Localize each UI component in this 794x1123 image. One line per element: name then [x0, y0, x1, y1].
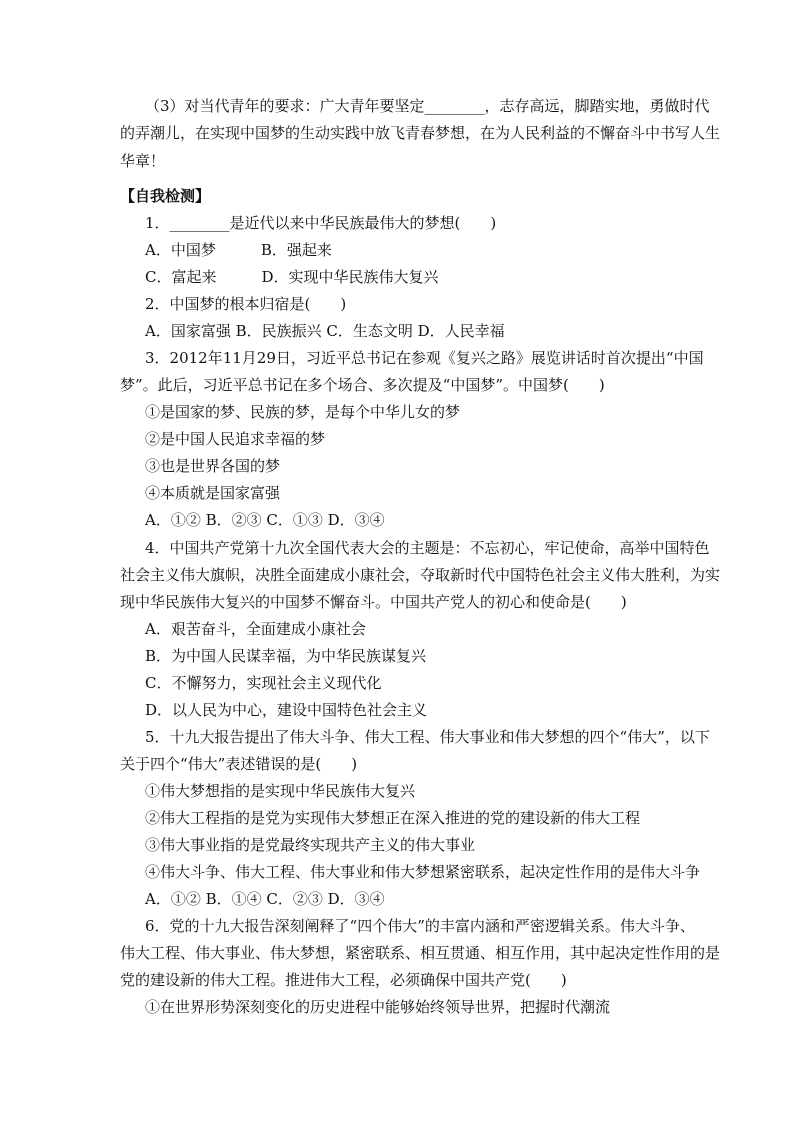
question-5: 5．十九大报告提出了伟大斗争、伟大工程、伟大事业和伟大梦想的四个“伟大”，以下: [145, 728, 710, 746]
question-3: 3．2012年11月29日，习近平总书记在参观《复兴之路》展览讲话时首次提出“中国: [145, 349, 704, 367]
paragraph-line: 的弄潮儿，在实现中国梦的生动实践中放飞青春梦想，在为人民利益的不懈奋斗中书写人生: [120, 124, 721, 142]
question-6-cont: 党的建设新的伟大工程。推进伟大工程，必须确保中国共产党( ): [120, 971, 567, 989]
option-d: D．以人民为中心，建设中国特色社会主义: [145, 701, 428, 719]
statement-item: ④伟大斗争、伟大工程、伟大事业和伟大梦想紧密联系，起决定性作用的是伟大斗争: [145, 863, 701, 881]
option-c: C．不懈努力，实现社会主义现代化: [145, 674, 382, 692]
question-4: 4．中国共产党第十九次全国代表大会的主题是：不忘初心，牢记使命，高举中国特色: [145, 539, 710, 557]
section-heading: 【自我检测】: [120, 187, 211, 205]
question-1-options-cd: C．富起来 D．实现中华民族伟大复兴: [145, 268, 439, 286]
statement-item: ①是国家的梦、民族的梦，是每个中华儿女的梦: [145, 403, 461, 421]
question-6-cont: 伟大工程、伟大事业、伟大梦想，紧密联系、相互贯通、相互作用，其中起决定性作用的是: [120, 944, 721, 962]
question-2: 2．中国梦的根本归宿是( ): [145, 295, 347, 313]
statement-item: ①在世界形势深刻变化的历史进程中能够始终领导世界，把握时代潮流: [145, 998, 611, 1016]
statement-item: ①伟大梦想指的是实现中华民族伟大复兴: [145, 782, 416, 800]
statement-item: ③伟大事业指的是党最终实现共产主义的伟大事业: [145, 836, 476, 854]
paragraph-line: 华章！: [120, 152, 166, 170]
question-6: 6．党的十九大报告深刻阐释了“四个伟大”的丰富内涵和严密逻辑关系。伟大斗争、: [145, 917, 695, 935]
question-1-options-ab: A．中国梦 B．强起来: [145, 241, 332, 259]
statement-item: ③也是世界各国的梦: [145, 457, 281, 475]
statement-item: ②是中国人民追求幸福的梦: [145, 430, 326, 448]
question-3-cont: 梦”。此后，习近平总书记在多个场合、多次提及“中国梦”。中国梦( ): [120, 376, 605, 394]
paragraph-line: （3）对当代青年的要求：广大青年要坚定________，志存高远，脚踏实地，勇做时代: [145, 97, 710, 115]
question-4-cont: 社会主义伟大旗帜，决胜全面建成小康社会，夺取新时代中国特色社会主义伟大胜利，为实: [120, 566, 721, 584]
question-2-options: A．国家富强 B．民族振兴 C．生态文明 D．人民幸福: [145, 322, 505, 340]
option-a: A．艰苦奋斗，全面建成小康社会: [145, 620, 366, 638]
question-5-cont: 关于四个“伟大”表述错误的是( ): [120, 755, 358, 773]
statement-item: ②伟大工程指的是党为实现伟大梦想正在深入推进的党的建设新的伟大工程: [145, 809, 641, 827]
option-b: B．为中国人民谋幸福，为中华民族谋复兴: [145, 647, 427, 665]
question-5-options: A．①② B．①④ C．②③ D．③④: [145, 890, 385, 908]
question-3-options: A．①② B．②③ C．①③ D．③④: [145, 511, 385, 529]
statement-item: ④本质就是国家富强: [145, 484, 281, 502]
question-1: 1．________是近代以来中华民族最伟大的梦想( ): [145, 214, 497, 232]
question-4-cont: 现中华民族伟大复兴的中国梦不懈奋斗。中国共产党人的初心和使命是( ): [120, 593, 627, 611]
